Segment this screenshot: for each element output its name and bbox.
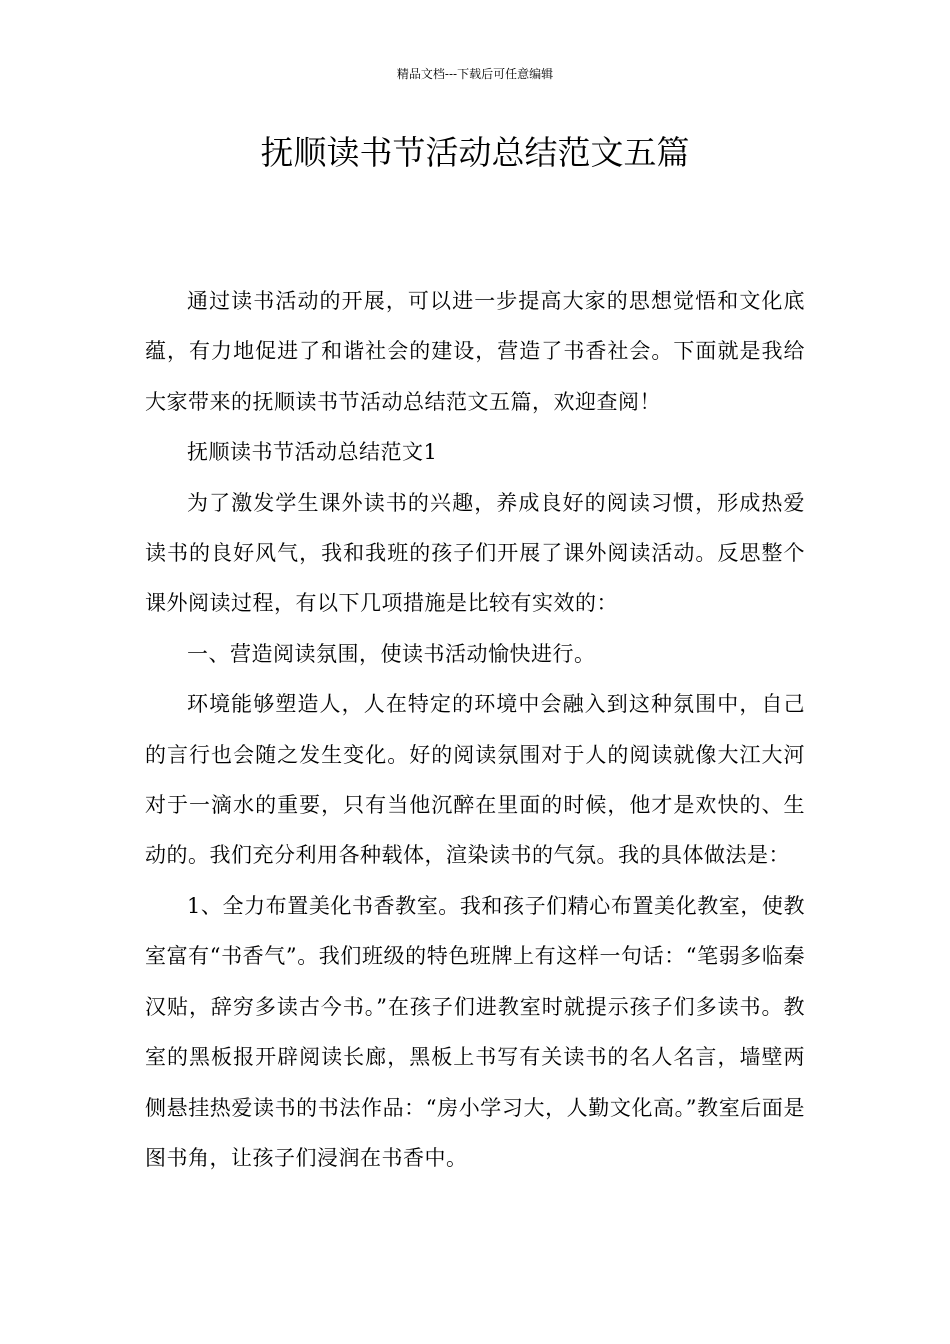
body-paragraph: 环境能够塑造人，人在特定的环境中会融入到这种氛围中，自己的言行也会随之发生变化。好的阅读氛围对于人的阅读就像大江大河对于一滴水的重要，只有当他沉醉在里面的时候，他才是欢快的、生动的。我们充分利用各种载体，渲染读书的气氛。我的具体做法是： (145, 692, 805, 868)
section-heading: 抚顺读书节活动总结范文1 (187, 440, 438, 465)
document-title: 抚顺读书节活动总结范文五篇 (260, 133, 690, 172)
intro-paragraph: 通过读书活动的开展，可以进一步提高大家的思想觉悟和文化底蕴，有力地促进了和谐社会的建设，营造了书香社会。下面就是我给大家带来的抚顺读书节活动总结范文五篇，欢迎查阅！ (145, 289, 805, 414)
body-paragraph: 1、全力布置美化书香教室。我和孩子们精心布置美化教室，使教室富有“书香气”。我们班级的特色班牌上有这样一句话：“笔弱多临秦汉贴，辞穷多读古今书。”在孩子们进教室时就提示孩子们多读书。教室的黑板报开辟阅读长廊，黑板上书写有关读书的名人名言，墙壁两侧悬挂热爱读书的书法作品：“房小学习大，人勤文化高。”教室后面是图书角，让孩子们浸润在书香中。 (145, 893, 805, 1170)
subsection-heading: 一、营造阅读氛围，使读书活动愉快进行。 (187, 641, 596, 666)
header-note: 精品文档---下载后可任意编辑 (396, 67, 554, 81)
body-paragraph: 为了激发学生课外读书的兴趣，养成良好的阅读习惯，形成热爱读书的良好风气，我和我班的孩子们开展了课外阅读活动。反思整个课外阅读过程，有以下几项措施是比较有实效的： (145, 490, 805, 616)
document-body (145, 276, 805, 1183)
